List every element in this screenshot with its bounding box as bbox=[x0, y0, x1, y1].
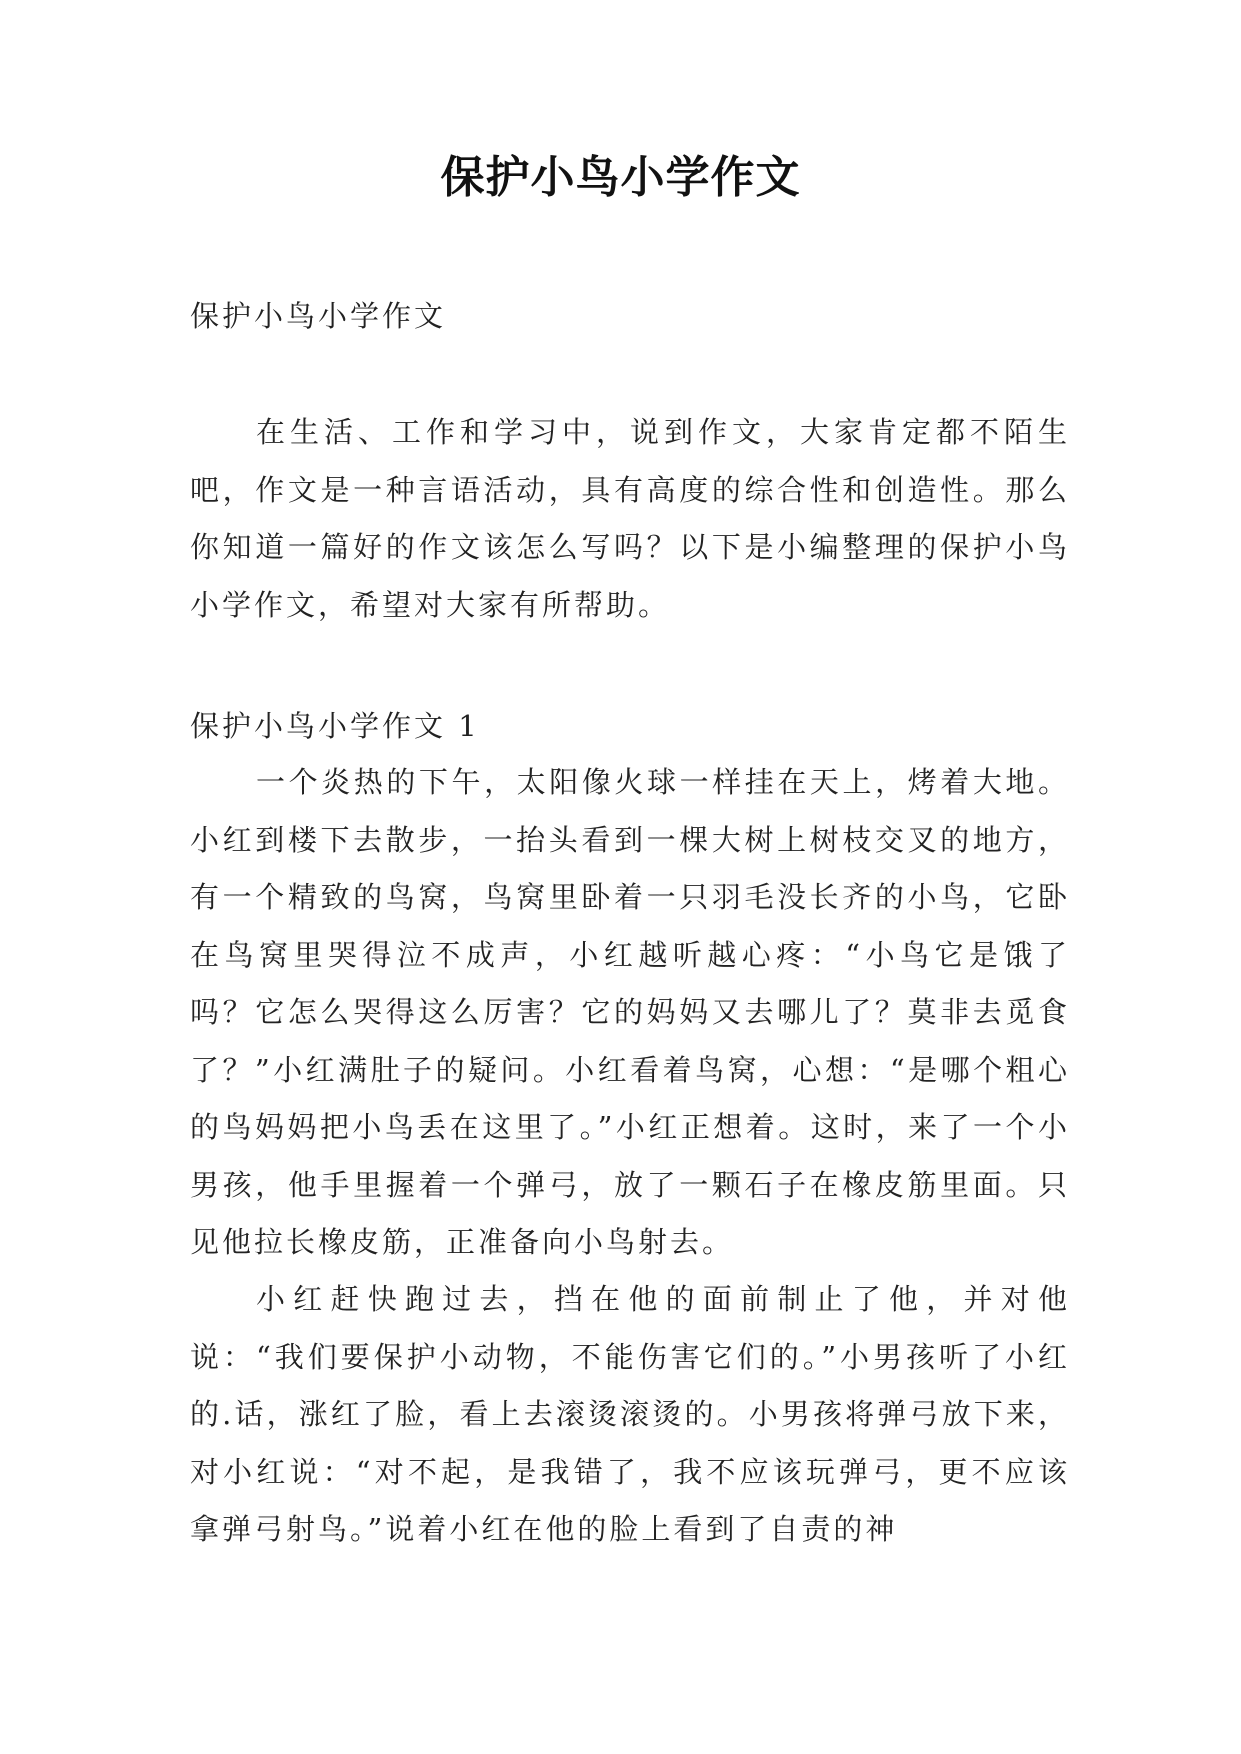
body-paragraph-1: 一个炎热的下午，太阳像火球一样挂在天上，烤着大地。小红到楼下去散步，一抬头看到一棵大树上树枝交叉的地方，有一个精致的鸟窝，鸟窝里卧着一只羽毛没长齐的小鸟，它卧在鸟窝里哭得泣不成声，小红越听越心疼：“小鸟它是饿了吗？它怎么哭得这么厉害？它的妈妈又去哪儿了？莫非去觅食了？”小红满肚子的疑问。小红看着鸟窝，心想：“是哪个粗心的鸟妈妈把小鸟丢在这里了。”小红正想着。这时，来了一个小男孩，他手里握着一个弹弓，放了一颗石子在橡皮筋里面。只见他拉长橡皮筋，正准备向小鸟射去。 bbox=[190, 765, 1070, 1259]
document-subtitle: 保护小鸟小学作文 bbox=[190, 299, 447, 333]
document-title: 保护小鸟小学作文 bbox=[440, 152, 801, 203]
section-heading: 保护小鸟小学作文 1 bbox=[190, 709, 480, 743]
intro-paragraph: 在生活、工作和学习中，说到作文，大家肯定都不陌生吧，作文是一种言语活动，具有高度的综合性和创造性。那么你知道一篇好的作文该怎么写吗？以下是小编整理的保护小鸟小学作文，希望对大家有所帮助。 bbox=[190, 415, 1070, 622]
body-paragraph-2: 小红赶快跑过去，挡在他的面前制止了他，并对他说：“我们要保护小动物，不能伤害它们的。”小男孩听了小红的.话，涨红了脸，看上去滚烫滚烫的。小男孩将弹弓放下来，对小红说：“对不起，是我错了，我不应该玩弹弓，更不应该拿弹弓射鸟。”说着小红在他的脸上看到了自责的神 bbox=[190, 1282, 1070, 1546]
